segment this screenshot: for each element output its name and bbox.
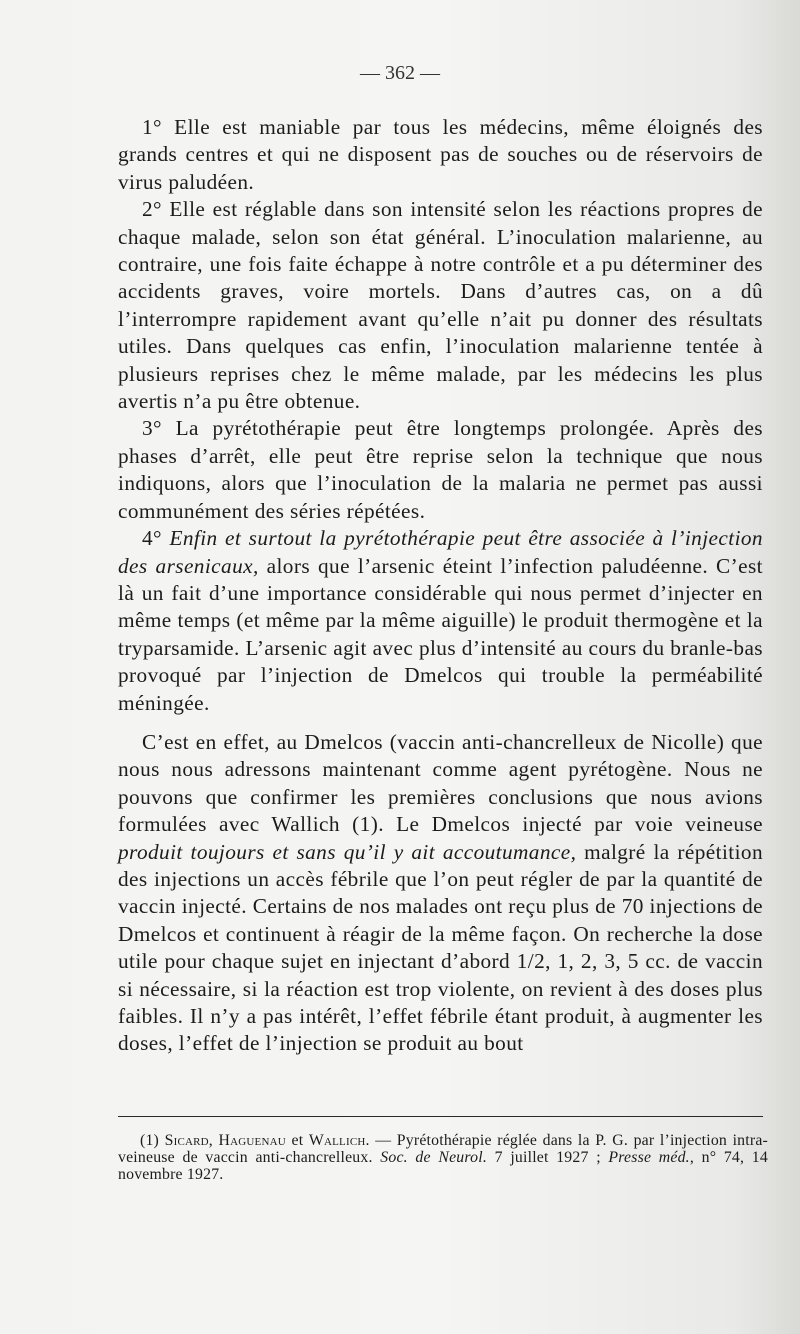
paragraph-4-lead: 4° [142,526,170,551]
paragraph-2: 2° Elle est réglable dans son intensité selon les réactions propres de chaque malade, selon son état général. L’inoculation malarienne, au contraire, une fois faite échappe à notre contrôle et a pu déterminer des accidents graves, voire mortels. Dans d’autres cas, on a dû l’interrompre rapidement avant qu’elle n’ait pu donner des résultats utiles. Dans quelques cas enfin, l’inoculation malarienne tentée à plusieurs reprises chez le même malade, par les médecins les plus avertis n’a pu être obtenue. [118,197,763,414]
footnote-title: — Pyrétothérapie réglée dans la P. G. par l’injection intra-veineuse de vaccin anti-chancrelleux. [118,1132,769,1166]
paragraph-1: 1° Elle est maniable par tous les médecins, même éloignés des grands centres et qui ne disposent pas de souches ou de réservoirs de virus paludéen. [118,115,763,194]
paragraph-4 [118,525,763,717]
paragraph-5-start: C’est en effet, au Dmelcos (vaccin anti-chancrelleux de Nicolle) que nous nous adressons maintenant comme agent pyrétogène. Nous ne pouvons que confirmer les premières conclusions que nous avions formulées avec Wallich (1). Le Dmelcos injecté par voie veineuse [118,729,763,837]
paragraph-4-rest: alors que l’arsenic éteint l’infection paludéenne. C’est là un fait d’une importance considérable qui nous permet d’injecter en même temps (et même par la même aiguille) le produit thermogène et la tryparsamide. L’arsenic agit avec plus d’intensité au cours du branle-bas provoqué par l’injection de Dmelcos qui trouble la perméabilité méningée. [118,553,763,715]
footnote-authors: Sicard, Haguenau [164,1132,286,1149]
main-text [118,114,763,1058]
footnote-marker: (1) [140,1132,165,1149]
paragraph-4-emphasis: Enfin et surtout la pyrétothérapie peut être associée à l’injection des arsenicaux, [118,526,763,578]
footnote-author-last: Wallich. [308,1132,370,1149]
page-number: — 362 — [360,62,440,84]
paragraph-5 [118,729,763,1058]
footnote-date: 7 juillet 1927 ; [487,1149,609,1166]
paragraph-5-emphasis: produit toujours et sans qu’il y ait accoutumance, [118,839,577,864]
footnote-1 [118,1132,768,1183]
paragraph-3: 3° La pyrétothérapie peut être longtemps prolongée. Après des phases d’arrêt, elle peut être reprise selon la technique que nous indiquons, alors que l’inoculation de la malaria ne permet pas aussi communément des séries répétées. [118,416,763,523]
footnote [118,1132,768,1183]
footnote-and: et [285,1132,309,1149]
paragraph-5-end: malgré la répétition des injections un accès fébrile que l’on peut régler de par la quantité de vaccin injecté. Certains de nos malades ont reçu plus de 70 injections de Dmelcos et continuent à réagir de la même façon. On recherche la dose utile pour chaque sujet en injectant d’abord 1/2, 1, 2, 3, 5 cc. de vaccin si nécessaire, si la réaction est trop violente, on revient à des doses plus faibles. Il n’y a pas intérêt, l’effet fébrile étant produit, à augmenter les doses, l’effet de l’injection se produit au bout [118,839,764,1056]
footnote-issue: , n° 74, 14 novembre 1927. [118,1149,768,1183]
footnote-journal-1: Soc. de Neurol. [380,1149,487,1166]
footnote-journal-2: Presse méd. [608,1149,690,1166]
footnote-separator [118,1116,763,1117]
